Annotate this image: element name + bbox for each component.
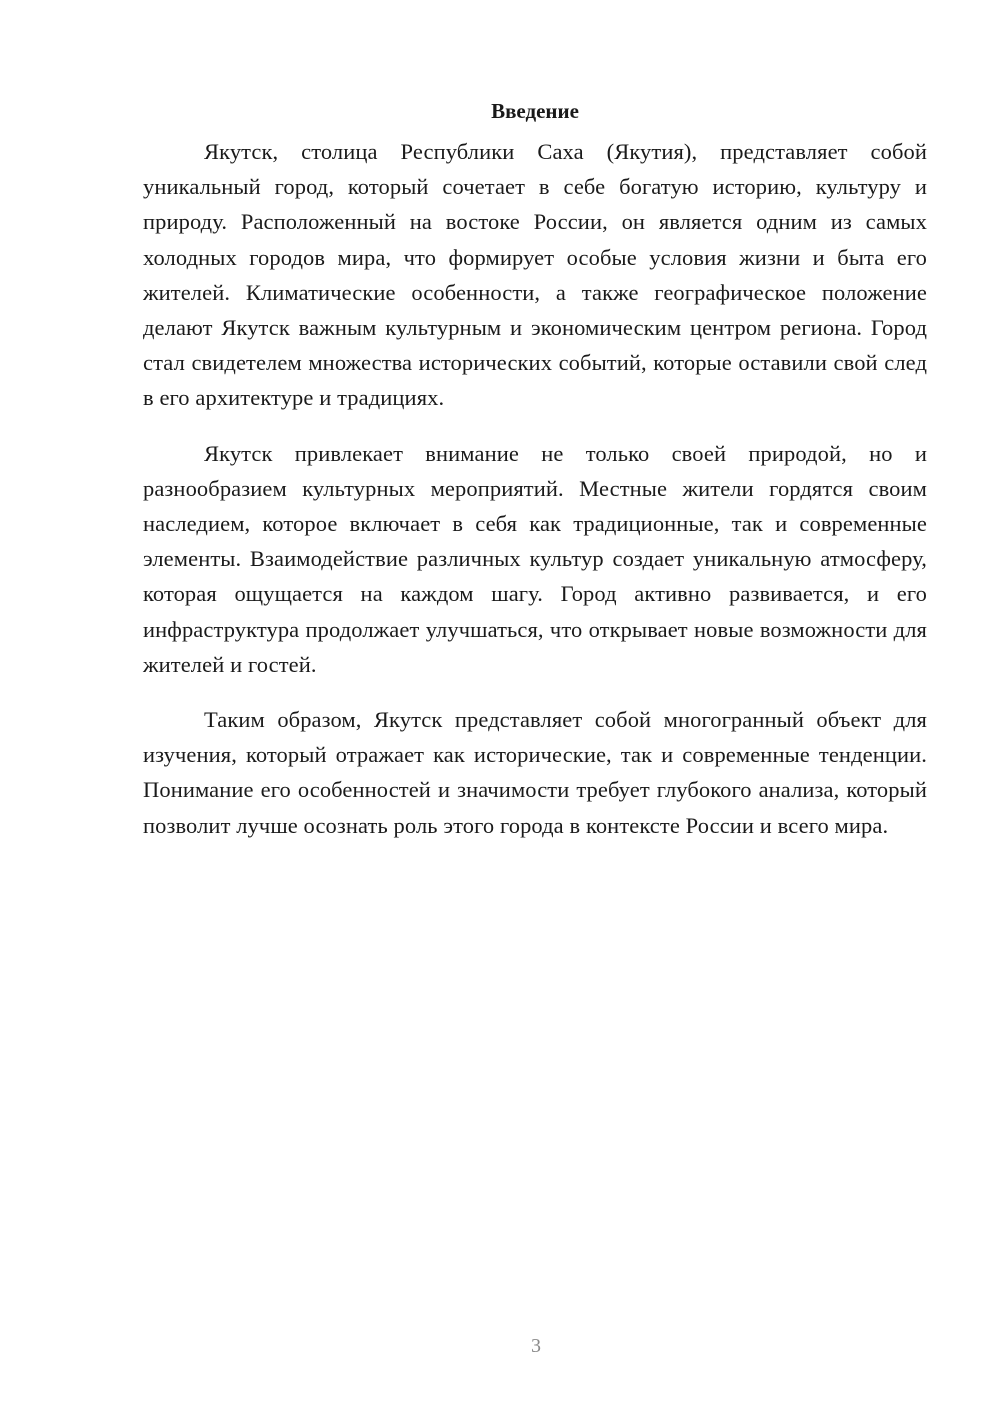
paragraph-2: Якутск привлекает внимание не только своей природой, но и разнообразием культурных мероприятий. Местные жители гордятся своим наследием, которое включает в себя как традиционные, так и современные элементы. Взаимодействие различных культур создает уникальную атмосферу, которая ощущается на каждом шагу. Город активно развивается, и его инфраструктура продолжает улучшаться, что открывает новые возможности для жителей и гостей. [143, 440, 927, 677]
section-title: Введение [491, 99, 579, 123]
page-number: 3 [531, 1335, 541, 1357]
paragraph-3: Таким образом, Якутск представляет собой многогранный объект для изучения, который отражает как исторические, так и современные тенденции. Понимание его особенностей и значимости требует глубокого анализа, который позволит лучше осознать роль этого города в контексте России и всего мира. [143, 707, 927, 838]
page-content [143, 96, 927, 863]
paragraph-1: Якутск, столица Республики Саха (Якутия), представляет собой уникальный город, который сочетает в себе богатую историю, культуру и природу. Расположенный на востоке России, он является одним из самых холодных городов мира, что формирует особые условия жизни и быта его жителей. Климатические особенности, а также географическое положение делают Якутск важным культурным и экономическим центром региона. Город стал свидетелем множества исторических событий, которые оставили свой след в его архитектуре и традициях. [143, 139, 927, 411]
